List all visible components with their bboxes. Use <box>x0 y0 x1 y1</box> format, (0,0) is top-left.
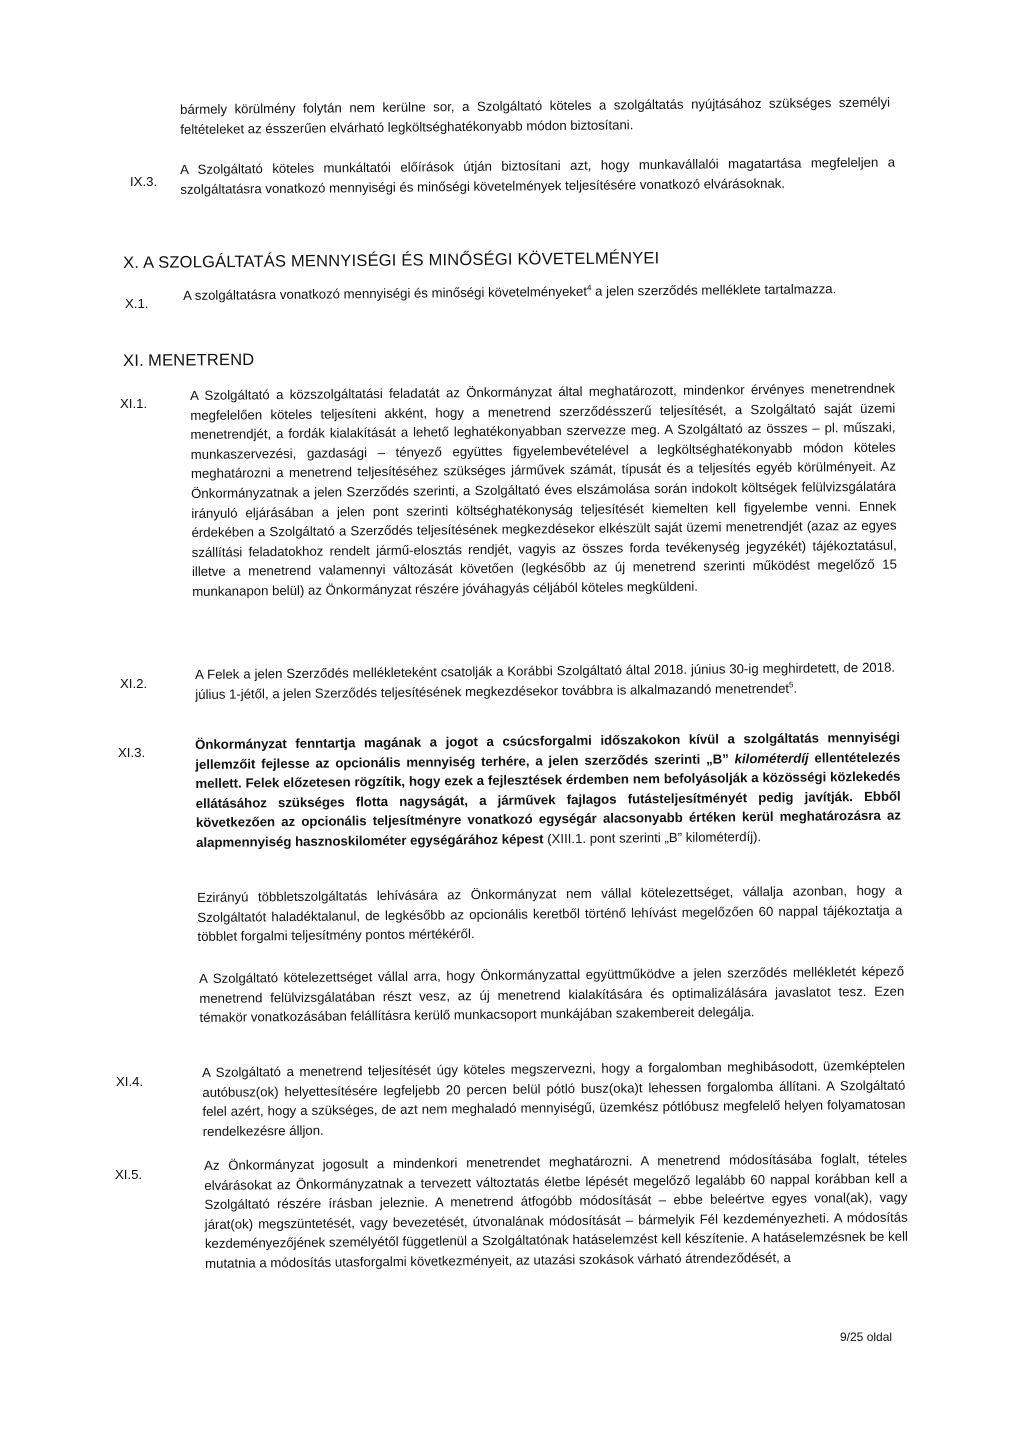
clause-xi4-text: A Szolgáltató a menetrend teljesítését úgy köteles megszervezni, hogy a forgalomban meghibásodott, üzemképtelen autóbusz(ok) helyettesítésére legfeljebb 20 percen belül pótló busz(oka)t lehessen forgalomba állítani. A Szolgáltató felel azért, hogy a szükséges, de azt nem meghaladó mennyiségű, üzemkész pótlóbusz megfelelő helyen folyamatosan rendelkezésre álljon. <box>202 1057 906 1139</box>
section-x-number: X. <box>123 253 140 272</box>
clause-number-xi5: XI.5. <box>115 1167 143 1182</box>
clause-number-xi1: XI.1. <box>120 396 148 411</box>
clause-x1-text-before: A szolgáltatásra vonatkozó mennyiségi és minőségi követelményeket <box>183 283 588 303</box>
intro-paragraph: bármely körülmény folytán nem kerülne sor, a Szolgáltató köteles a szolgáltatás nyújtásához szükséges személyi feltételeket az ésszerűen elvárható legköltséghatékonyabb módon biztosítani. <box>180 94 891 137</box>
clause-ix3-text: A Szolgáltató köteles munkáltatói előírások útján biztosítani azt, hogy munkavállalói magatartása megfeleljen a szolgáltatásra vonatkozó mennyiségi és minőségi követelmények teljesítésére vonatkozó elvárásoknak. <box>180 154 896 197</box>
clause-number-ix3: IX.3. <box>130 174 158 189</box>
clause-xi3-normal-tail: (XIII.1. pont szerinti „B” kilométerdíj). <box>543 829 762 847</box>
clause-number-x1: X.1. <box>125 296 149 311</box>
section-xi-number: XI. <box>123 351 144 370</box>
clause-xi3-text <box>195 728 901 853</box>
clause-number-xi3: XI.3. <box>118 745 146 760</box>
page-number-footer: 9/25 oldal <box>840 1330 893 1344</box>
clause-x1-text-after: a jelen szerződés melléklete tartalmazza. <box>591 281 837 299</box>
clause-number-xi2: XI.2. <box>120 676 148 691</box>
clause-xi1-text: A Szolgáltató a közszolgáltatási feladatát az Önkormányzat által meghatározott, mindenkor érvényes menetrendnek megfelelően köteles teljesíteni akként, hogy a menetrend szerződésszerű teljesítését, a Szolgáltató saját üzemi menetrendjét, a fordák kialakítását a lehető leghatékonyabban szervezze meg. A Szolgáltató az összes – pl. műszaki, munkaszervezési, gazdasági – tényező együttes figyelembevételével a legköltséghatékonyabb módon köteles meghatározni a menetrend teljesítéséhez szükséges járművek számát, típusát és a teljesítés egyéb körülményeit. Az Önkormányzatnak a jelen Szerződés szerinti, a Szolgáltató éves elszámolása során indokolt költségek felülvizsgálatára irányuló eljárásában a jelen pont szerinti költséghatékonyság teljesítését kiemelten kell figyelembe venni. Ennek érdekében a Szolgáltató a Szerződés teljesítésének megkezdésekor elkészült saját üzemi menetrendjét (azaz az egyes szállítási feladatokhoz rendelt jármű-elosztás rendjét, vagyis az összes forda tevékenység jegyzékét) tájékoztatásul, illetve a menetrend valamennyi változását követően (legkésőbb az új menetrend szerinti működést megelőző 15 munkanapon belül) az Önkormányzat részére jóváhagyás céljából köteles megküldeni. <box>190 380 897 599</box>
clause-x1-text <box>183 279 888 306</box>
clause-xi3-paragraph-2: Ezirányú többletszolgáltatás lehívására az Önkormányzat nem vállal kötelezettséget, vállalja azonban, hogy a Szolgáltatót haladéktalanul, de legkésőbb az opcionális keretből történő lehívást megelőzően 60 nappal tájékoztatja a többlet forgalmi teljesítmény pontos mértékéről. <box>197 882 903 945</box>
clause-xi2-text-before: A Felek a jelen Szerződés mellékleteként csatolják a Korábbi Szolgáltató által 2018. június 30-ig meghirdetett, de 2018. július 1-jétől, a jelen Szerződés teljesítésének megkezdésekor továbbra is alkalmazandó menetrendet <box>195 659 896 702</box>
clause-xi2-text <box>195 658 895 705</box>
clause-xi2-text-after: . <box>793 680 798 696</box>
clause-xi3-bold-a: Önkormányzat fenntartja magának a jogot a csúcsforgalmi időszakokon kívül a szolgáltatás mennyiségi jellemzőit fejlesse az opcionális mennyiség terhére, a jelen szerződés szerinti „B” <box>195 729 901 772</box>
footnote-ref-4: 4 <box>586 283 592 293</box>
section-x-title: A SZOLGÁLTATÁS MENNYISÉGI ÉS MINŐSÉGI KÖVETELMÉNYEI <box>142 249 660 272</box>
section-xi-heading <box>123 351 254 371</box>
clause-xi5-text: Az Önkormányzat jogosult a mindenkori menetrendet meghatározni. A menetrend módosításába foglalt, tételes elvárásokat az Önkormányzatnak a tervezett változtatás életbe lépését megelőző legalább 60 nappal korábban kell a Szolgáltató részére írásban jeleznie. A menetrend átfogóbb módosítását – ebbe beleértve egyes vonal(ak), vagy járat(ok) megszüntetését, vagy bevezetését, útvonalának módosítását – bármelyik Fél kezdeményezheti. A módosítás kezdeményezőjének személyétől függetlenül a Szolgáltatónak hatáselemzést kell készítenie. A hatáselemzésnek be kell mutatnia a módosítás utasforgalmi következményeit, az utazási szokások várható átrendeződését, a <box>204 1150 908 1271</box>
clause-number-xi4: XI.4. <box>116 1074 144 1089</box>
clause-xi3-bold-b: ellentételezés mellett. Felek előzetesen rögzítik, hogy ezek a fejlesztések érdemben nem befolyásolják a közösségi közlekedés ellátásához szükséges flotta nagyságát, a járművek fajlagos futásteljesítményét pedig javítják. Ebből következően az opcionális teljesítményre vonatkozó egységár alacsonyabb értéken kerül meghatározásra az alapmennyiség hasznoskilométer egységárához képest <box>195 749 901 850</box>
section-xi-title: MENETREND <box>147 350 255 370</box>
section-x-heading <box>123 249 659 273</box>
clause-xi3-bold-italic: kilométerdíj <box>734 750 809 766</box>
footnote-ref-5: 5 <box>788 679 794 689</box>
clause-xi3-paragraph-3: A Szolgáltató kötelezettséget vállal arra, hogy Önkormányzattal együttműködve a jelen szerződés mellékletét képező menetrend felülvizsgálatában részt vesz, az új menetrend kialakítására és optimalizálására javaslatot tesz. Ezen témakör vonatkozásában felállításra kerülő munkacsoport munkájában szakembereit delegálja. <box>199 963 905 1026</box>
